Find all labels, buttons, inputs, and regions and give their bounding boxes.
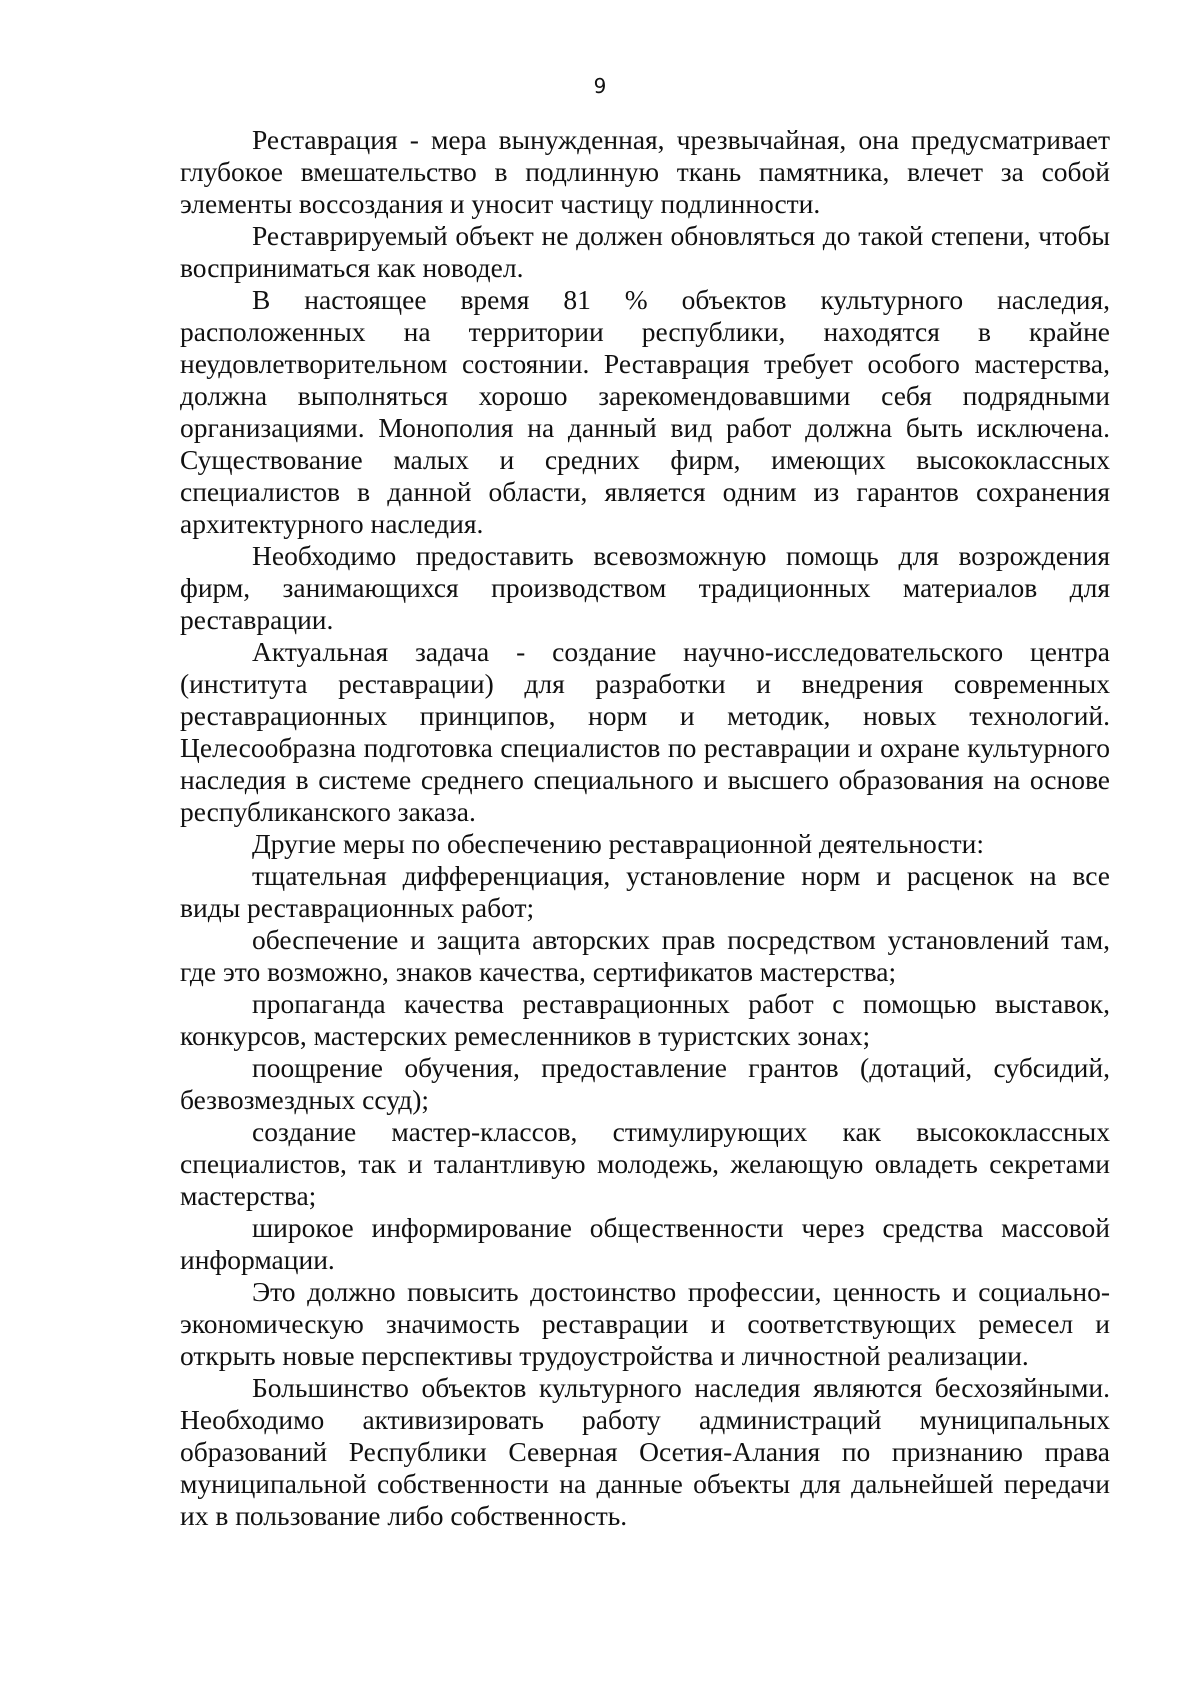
paragraph-ownerless-objects: Большинство объектов культурного наследия являются бесхозяйными. Необходимо активизировать работу администраций муниципальных образований Республики Северная Осетия-Алания по признанию права муниципальной собственности на данные объекты для дальнейшей передачи их в пользование либо собственность. xyxy=(180,1372,1110,1531)
paragraph-heritage-condition: В настоящее время 81 % объектов культурного наследия, расположенных на территории республики, находятся в крайне неудовлетворительном состоянии. Реставрация требует особого мастерства, должна выполняться хорошо зарекомендовавшими себя подрядными организациями. Монополия на данный вид работ должна быть исключена. Существование малых и средних фирм, имеющих высококлассных специалистов в данной области, является одним из гарантов сохранения архитектурного наследия. xyxy=(180,284,1110,539)
paragraph-restoration-definition: Реставрация - мера вынужденная, чрезвычайная, она предусматривает глубокое вмешательство в подлинную ткань памятника, влечет за собой элементы воссоздания и уносит частицу подлинности. xyxy=(180,124,1110,219)
paragraph-firms-support: Необходимо предоставить всевозможную помощь для возрождения фирм, занимающихся производством традиционных материалов для реставрации. xyxy=(180,540,1110,635)
document-body xyxy=(180,124,1110,1532)
paragraph-other-measures-intro: Другие меры по обеспечению реставрационной деятельности: xyxy=(252,828,984,859)
list-item-copyright: обеспечение и защита авторских прав посредством установлений там, где это возможно, знаков качества, сертификатов мастерства; xyxy=(180,924,1110,987)
list-item-propaganda: пропаганда качества реставрационных работ с помощью выставок, конкурсов, мастерских ремесленников в туристских зонах; xyxy=(180,988,1110,1051)
paragraph-profession-dignity: Это должно повысить достоинство профессии, ценность и социально-экономическую значимость реставрации и соответствующих ремесел и открыть новые перспективы трудоустройства и личностной реализации. xyxy=(180,1276,1110,1371)
paragraph-research-center: Актуальная задача - создание научно-исследовательского центра (института реставрации) для разработки и внедрения современных реставрационных принципов, норм и методик, новых технологий. Целесообразна подготовка специалистов по реставрации и охране культурного наследия в системе среднего специального и высшего образования на основе республиканского заказа. xyxy=(180,636,1110,827)
list-item-media: широкое информирование общественности через средства массовой информации. xyxy=(180,1212,1110,1275)
list-item-differentiation: тщательная дифференциация, установление норм и расценок на все виды реставрационных работ; xyxy=(180,860,1110,923)
page-number: 9 xyxy=(593,74,607,98)
list-item-master-classes: создание мастер-классов, стимулирующих как высококлассных специалистов, так и талантливую молодежь, желающую овладеть секретами мастерства; xyxy=(180,1116,1110,1211)
paragraph-restoration-object: Реставрируемый объект не должен обновляться до такой степени, чтобы восприниматься как новодел. xyxy=(180,220,1110,283)
list-item-training: поощрение обучения, предоставление грантов (дотаций, субсидий, безвозмездных ссуд); xyxy=(180,1052,1110,1115)
